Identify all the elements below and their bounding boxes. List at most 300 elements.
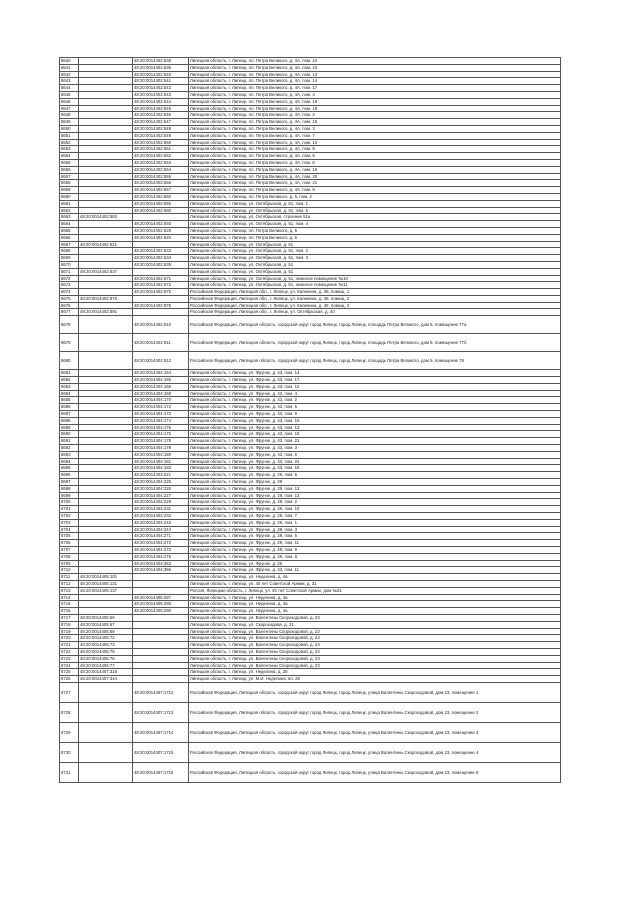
cadastral-number-building bbox=[79, 125, 133, 132]
cadastral-number-room: 48:20:0014404:170 bbox=[133, 397, 189, 404]
row-number: 8725 bbox=[60, 669, 79, 676]
table-row bbox=[60, 125, 561, 132]
table-row bbox=[60, 153, 561, 160]
row-number: 8652 bbox=[60, 139, 79, 146]
address-cell: Липецкая область, г. Липецк, пл. Петра Великого, д. 4А, пом. 16 bbox=[189, 166, 561, 173]
address-cell: Липецкая область, г. Липецк, ул. Скороходова, д. 21 bbox=[189, 621, 561, 628]
address-cell: Липецкая область, г. Липецк, пл. Петра Великого, д. 4А, пом. 17 bbox=[189, 85, 561, 92]
address-cell: Липецкая область, г. Липецк, пл. Петра Великого, д. 4А, пом. 9 bbox=[189, 146, 561, 153]
address-cell: Липецкая область, г. Липецк, ул. Фрунзе, д. 29, пом. 6 bbox=[189, 533, 561, 540]
address-cell: Российская Федерация, Липецкая обл., г. Липецк, ул. Калинина, д. 38, помещ. 2 bbox=[189, 295, 561, 302]
cadastral-number-building: 48:20:0014405:137 bbox=[79, 587, 133, 594]
cadastral-number-building bbox=[79, 159, 133, 166]
row-number: 8659 bbox=[60, 187, 79, 194]
row-number: 8700 bbox=[60, 499, 79, 506]
address-cell: Липецкая область, г. Липецк, ул. Октябрьская, д. 51 bbox=[189, 268, 561, 275]
cadastral-number-room: 48:20:0014402:875 bbox=[133, 289, 189, 296]
row-number: 8716 bbox=[60, 608, 79, 615]
cadastral-number-building bbox=[79, 762, 133, 782]
cadastral-number-room: 48:20:0014404:242 bbox=[133, 519, 189, 526]
cadastral-number-room: 48:20:0014402:628 bbox=[133, 227, 189, 234]
table-row bbox=[60, 146, 561, 153]
row-number: 8701 bbox=[60, 506, 79, 513]
row-number: 8649 bbox=[60, 119, 79, 126]
row-number: 8677 bbox=[60, 309, 79, 316]
table-row bbox=[60, 234, 561, 241]
cadastral-number-building bbox=[79, 458, 133, 465]
table-row bbox=[60, 587, 561, 594]
cadastral-number-building bbox=[79, 352, 133, 370]
address-cell: Липецкая область, г. Липецк, ул. Октябрьская, д. 51, пом. 1 bbox=[189, 200, 561, 207]
row-number: 8709 bbox=[60, 560, 79, 567]
cadastral-number-room: 48:20:0014404:244 bbox=[133, 526, 189, 533]
table-row bbox=[60, 207, 561, 214]
table-row bbox=[60, 506, 561, 513]
address-cell: Липецкая область, г. Липецк, ул. Фрунзе, д. 29, пом. 9 bbox=[189, 547, 561, 554]
address-cell: Липецкая область, г. Липецк, пл. Петра Великого, д. 5 bbox=[189, 234, 561, 241]
cadastral-number-room: 48:20:0014402:540 bbox=[133, 71, 189, 78]
address-cell: Липецкая область, г. Липецк, ул. Фрунзе, д. 43, пом. 3 bbox=[189, 445, 561, 452]
cadastral-number-room bbox=[133, 662, 189, 669]
address-cell: Липецкая область, г. Липецк, ул. Фрунзе, д. 29 bbox=[189, 560, 561, 567]
cadastral-number-building bbox=[79, 275, 133, 282]
cadastral-number-room: 48:20:0014404:226 bbox=[133, 485, 189, 492]
cadastral-number-building bbox=[79, 78, 133, 85]
cadastral-number-room: 48:20:0014402:557 bbox=[133, 187, 189, 194]
cadastral-number-room: 48:20:0014402:565 bbox=[133, 200, 189, 207]
cadastral-number-room: 48:20:0014407:1714 bbox=[133, 722, 189, 742]
address-cell: Российская Федерация, Липецкая обл., г. Липецк, ул. Октябрьская, д. 40 bbox=[189, 309, 561, 316]
cadastral-number-building bbox=[79, 506, 133, 513]
row-number: 8719 bbox=[60, 628, 79, 635]
row-number: 8656 bbox=[60, 166, 79, 173]
address-cell: Российская Федерация, Липецкая область, городской округ город Липецк, город Липецк, площадь Петра Великого, дом 5, помещение 78 bbox=[189, 352, 561, 370]
cadastral-number-building bbox=[79, 404, 133, 411]
cadastral-number-building bbox=[79, 132, 133, 139]
address-cell: Липецкая область, г. Липецк, ул. Октябрьская, д. 51, нежилое помещение №10 bbox=[189, 275, 561, 282]
row-number: 8714 bbox=[60, 594, 79, 601]
cadastral-number-building bbox=[79, 98, 133, 105]
row-number: 8661 bbox=[60, 200, 79, 207]
cadastral-number-building: 48:20:0014405:101 bbox=[79, 574, 133, 581]
table-row bbox=[60, 255, 561, 262]
cadastral-number-building bbox=[79, 193, 133, 200]
cadastral-number-room: 48:20:0014402:671 bbox=[133, 275, 189, 282]
cadastral-number-room bbox=[133, 295, 189, 302]
table-row bbox=[60, 139, 561, 146]
cadastral-number-room: 48:20:0014402:634 bbox=[133, 255, 189, 262]
table-row bbox=[60, 451, 561, 458]
cadastral-number-room: 48:20:0014402:910 bbox=[133, 316, 189, 334]
address-cell: Липецкая область, г. Липецк, ул. Валентины Скороходовой, д. 23 bbox=[189, 614, 561, 621]
address-cell: Липецкая область, г. Липецк, пл. Петра Великого, д. 4А, пом. 14 bbox=[189, 78, 561, 85]
row-number: 8707 bbox=[60, 547, 79, 554]
table-row bbox=[60, 58, 561, 65]
address-cell: Липецкая область, г. Липецк, ул. Фрунзе, д. 43, пом. 14 bbox=[189, 370, 561, 377]
row-number: 8676 bbox=[60, 302, 79, 309]
cadastral-number-building bbox=[79, 105, 133, 112]
cadastral-number-room: 48:20:0014404:166 bbox=[133, 383, 189, 390]
cadastral-number-room: 48:20:0014404:232 bbox=[133, 513, 189, 520]
row-number: 8724 bbox=[60, 662, 79, 669]
cadastral-number-room: 48:20:0014405:290 bbox=[133, 608, 189, 615]
row-number: 8666 bbox=[60, 234, 79, 241]
cadastral-number-room: 48:20:0014402:549 bbox=[133, 132, 189, 139]
cadastral-number-room: 48:20:0014402:552 bbox=[133, 153, 189, 160]
cadastral-number-building: 48:20:0014405:75 bbox=[79, 648, 133, 655]
cadastral-number-room bbox=[133, 268, 189, 275]
table-row bbox=[60, 722, 561, 742]
table-row bbox=[60, 119, 561, 126]
cadastral-number-room: 48:20:0014404:175 bbox=[133, 424, 189, 431]
address-cell: Липецкая область, г. Липецк, ул. Валентины Скороходовой, д. 23 bbox=[189, 628, 561, 635]
address-cell: Липецкая область, г. Липецк, ул. Фрунзе, д. 29, пом. 3 bbox=[189, 526, 561, 533]
cadastral-number-building: 48:20:0014405:66 bbox=[79, 614, 133, 621]
cadastral-number-building bbox=[79, 91, 133, 98]
row-number: 8730 bbox=[60, 742, 79, 762]
row-number: 8679 bbox=[60, 334, 79, 352]
address-cell: Липецкая область, г. Липецк, ул. Фрунзе, д. 43, пом. 24 bbox=[189, 458, 561, 465]
table-row bbox=[60, 377, 561, 384]
cadastral-number-building bbox=[79, 519, 133, 526]
table-row bbox=[60, 540, 561, 547]
cadastral-number-room bbox=[133, 621, 189, 628]
cadastral-number-building: 48:20:0014405:131 bbox=[79, 580, 133, 587]
cadastral-number-room: 48:20:0014404:275 bbox=[133, 553, 189, 560]
address-cell: Липецкая область, г. Липецк, ул. Октябрьская, д. 51, пом. 2 bbox=[189, 248, 561, 255]
table-row bbox=[60, 485, 561, 492]
cadastral-number-building bbox=[79, 451, 133, 458]
table-row bbox=[60, 662, 561, 669]
table-row bbox=[60, 682, 561, 702]
cadastral-number-building: 48:20:0014405:72 bbox=[79, 635, 133, 642]
table-row bbox=[60, 417, 561, 424]
row-number: 8650 bbox=[60, 125, 79, 132]
cadastral-number-room bbox=[133, 676, 189, 683]
cadastral-number-room: 48:20:0014402:580 bbox=[133, 207, 189, 214]
cadastral-number-room bbox=[133, 628, 189, 635]
table-row bbox=[60, 268, 561, 275]
cadastral-number-building: 48:20:0014402:876 bbox=[79, 295, 133, 302]
row-number: 8720 bbox=[60, 635, 79, 642]
row-number: 8728 bbox=[60, 702, 79, 722]
cadastral-number-room: 48:20:0014404:174 bbox=[133, 417, 189, 424]
table-row bbox=[60, 411, 561, 418]
address-cell: Липецкая область, г. Липецк, ул. Фрунзе, д. 29, пом. 2 bbox=[189, 499, 561, 506]
table-row bbox=[60, 742, 561, 762]
cadastral-number-room: 48:20:0014402:878 bbox=[133, 302, 189, 309]
cadastral-number-building bbox=[79, 567, 133, 574]
row-number: 8708 bbox=[60, 553, 79, 560]
cadastral-number-room: 48:20:0014402:548 bbox=[133, 125, 189, 132]
address-cell: Липецкая область, г. Липецк, ул. Фрунзе, д. 43, пом. 15 bbox=[189, 431, 561, 438]
table-row bbox=[60, 519, 561, 526]
cadastral-number-building bbox=[79, 601, 133, 608]
row-number: 8723 bbox=[60, 655, 79, 662]
row-number: 8672 bbox=[60, 275, 79, 282]
row-number: 8667 bbox=[60, 241, 79, 248]
table-row bbox=[60, 676, 561, 683]
table-row bbox=[60, 648, 561, 655]
address-cell: Липецкая область, г. Липецк, пл. Петра Великого, д. 4А, пом. 19 bbox=[189, 98, 561, 105]
table-body bbox=[60, 58, 561, 783]
row-number: 8643 bbox=[60, 78, 79, 85]
address-cell: Липецкая область, г. Липецк, ул. Октябрьская, д. 51, пом. 3 bbox=[189, 255, 561, 262]
cadastral-number-room bbox=[133, 655, 189, 662]
table-row bbox=[60, 479, 561, 486]
cadastral-number-room bbox=[133, 309, 189, 316]
cadastral-number-room: 48:20:0014404:178 bbox=[133, 438, 189, 445]
cadastral-number-room: 48:20:0014402:551 bbox=[133, 146, 189, 153]
cadastral-number-building: 48:20:0014402:637 bbox=[79, 268, 133, 275]
table-row bbox=[60, 762, 561, 782]
address-cell: Липецкая область, г. Липецк, пл. Петра Великого, д. 4А, пом. 4 bbox=[189, 91, 561, 98]
cadastral-number-room: 48:20:0014404:180 bbox=[133, 451, 189, 458]
address-cell: Липецкая область, г. Липецк, ул. Фрунзе, д. 29, пом. 13 bbox=[189, 492, 561, 499]
table-row bbox=[60, 594, 561, 601]
address-cell: Липецкая область, г. Липецк, пл. Петра Великого, д. 5, пом. 2 bbox=[189, 193, 561, 200]
row-number: 8693 bbox=[60, 451, 79, 458]
table-row bbox=[60, 91, 561, 98]
table-row bbox=[60, 248, 561, 255]
cadastral-number-building bbox=[79, 85, 133, 92]
cadastral-number-building bbox=[79, 227, 133, 234]
cadastral-number-building bbox=[79, 547, 133, 554]
row-number: 8658 bbox=[60, 180, 79, 187]
cadastral-number-room: 48:20:0014402:547 bbox=[133, 119, 189, 126]
cadastral-number-room: 48:20:0014402:542 bbox=[133, 85, 189, 92]
cadastral-number-building bbox=[79, 431, 133, 438]
row-number: 8646 bbox=[60, 98, 79, 105]
table-row bbox=[60, 642, 561, 649]
address-cell: Липецкая область, г. Липецк, ул. Октябрьская, д. 51, пом. 4 bbox=[189, 221, 561, 228]
cadastral-number-building: 48:20:0014405:76 bbox=[79, 655, 133, 662]
cadastral-number-room: 48:20:0014404:165 bbox=[133, 377, 189, 384]
table-row bbox=[60, 628, 561, 635]
cadastral-number-building bbox=[79, 682, 133, 702]
cadastral-number-room: 48:20:0014407:1716 bbox=[133, 762, 189, 782]
table-row bbox=[60, 553, 561, 560]
address-cell: Липецкая область, г. Липецк, ул. Фрунзе, д. 43, пом. 18 bbox=[189, 465, 561, 472]
cadastral-number-room: 48:20:0014404:227 bbox=[133, 492, 189, 499]
cadastral-number-building bbox=[79, 722, 133, 742]
cadastral-number-building bbox=[79, 261, 133, 268]
cadastral-number-room: 48:20:0014404:272 bbox=[133, 540, 189, 547]
table-row bbox=[60, 621, 561, 628]
cadastral-number-room: 48:20:0014404:183 bbox=[133, 465, 189, 472]
address-cell: Липецкая область, г. Липецк, пл. Петра Великого, д. 4А, пом. 10 bbox=[189, 64, 561, 71]
cadastral-number-room: 48:20:0014402:554 bbox=[133, 166, 189, 173]
address-cell: Липецкая область, г. Липецк, ул. Неделина, д. 4а bbox=[189, 594, 561, 601]
address-cell: Липецкая область, г. Липецк, ул. Фрунзе, д. 43, пом. 17 bbox=[189, 377, 561, 384]
table-row bbox=[60, 227, 561, 234]
cadastral-number-room: 48:20:0014402:545 bbox=[133, 105, 189, 112]
row-number: 8644 bbox=[60, 85, 79, 92]
row-number: 8703 bbox=[60, 519, 79, 526]
cadastral-number-room: 48:20:0014402:553 bbox=[133, 159, 189, 166]
address-cell: Липецкая область, г. Липецк, пл. Петра Великого, д. 4А, пом. 6 bbox=[189, 159, 561, 166]
row-number: 8674 bbox=[60, 289, 79, 296]
table-row bbox=[60, 574, 561, 581]
row-number: 8688 bbox=[60, 417, 79, 424]
row-number: 8671 bbox=[60, 268, 79, 275]
row-number: 8685 bbox=[60, 397, 79, 404]
cadastral-number-building bbox=[79, 417, 133, 424]
table-row bbox=[60, 85, 561, 92]
cadastral-number-room: 48:20:0014402:556 bbox=[133, 180, 189, 187]
cadastral-number-building bbox=[79, 499, 133, 506]
cadastral-number-building: 48:20:0014405:73 bbox=[79, 642, 133, 649]
table-row bbox=[60, 397, 561, 404]
table-row bbox=[60, 78, 561, 85]
table-row bbox=[60, 370, 561, 377]
cadastral-number-building: 48:20:0014402:621 bbox=[79, 241, 133, 248]
cadastral-number-room: 48:20:0014404:176 bbox=[133, 431, 189, 438]
row-number: 8640 bbox=[60, 58, 79, 65]
row-number: 8651 bbox=[60, 132, 79, 139]
cadastral-number-building: 48:20:0014405:67 bbox=[79, 621, 133, 628]
address-cell: Липецкая область, г. Липецк, ул. Фрунзе, д. 43, пом. 16 bbox=[189, 417, 561, 424]
row-number: 8695 bbox=[60, 465, 79, 472]
address-cell: Липецкая область, г. Липецк, пл. Петра Великого, д. 4А, пом. 20 bbox=[189, 173, 561, 180]
cadastral-number-building bbox=[79, 64, 133, 71]
table-row bbox=[60, 513, 561, 520]
address-cell: Липецкая область, г. Липецк, пл. Петра Великого, д. 4А, пом. 18 bbox=[189, 105, 561, 112]
cadastral-number-building bbox=[79, 187, 133, 194]
row-number: 8662 bbox=[60, 207, 79, 214]
address-cell: Липецкая область, г. Липецк, ул. Фрунзе, д. 29 bbox=[189, 479, 561, 486]
cadastral-number-building bbox=[79, 302, 133, 309]
cadastral-number-room: 48:20:0014407:1713 bbox=[133, 702, 189, 722]
cadastral-number-building bbox=[79, 485, 133, 492]
address-cell: Липецкая область, г. Липецк, ул. Фрунзе, д. 29, пом. 5 bbox=[189, 472, 561, 479]
cadastral-number-building bbox=[79, 119, 133, 126]
cadastral-number-room: 48:20:0014402:541 bbox=[133, 78, 189, 85]
cadastral-number-room: 48:20:0014404:172 bbox=[133, 404, 189, 411]
cadastral-number-building bbox=[79, 445, 133, 452]
table-row bbox=[60, 383, 561, 390]
cadastral-number-building: 48:20:0014407:318 bbox=[79, 669, 133, 676]
address-cell: Российская Федерация, Липецкая обл., г. Липецк, ул. Калинина, д. 38, помещ. 3 bbox=[189, 302, 561, 309]
address-cell: Российская Федерация, Липецкая область, городской округ город Липецк, город Липецк, улица Валентины Скороходовой, дом 23, помещение 4 bbox=[189, 742, 561, 762]
cadastral-number-room: 48:20:0014404:273 bbox=[133, 547, 189, 554]
cadastral-number-building bbox=[79, 112, 133, 119]
table-row bbox=[60, 295, 561, 302]
table-row bbox=[60, 316, 561, 334]
row-number: 8697 bbox=[60, 479, 79, 486]
cadastral-number-room bbox=[133, 642, 189, 649]
cadastral-number-building: 48:20:0014402:583 bbox=[79, 214, 133, 221]
cadastral-number-room: 48:20:0014404:366 bbox=[133, 567, 189, 574]
cadastral-number-building bbox=[79, 173, 133, 180]
cadastral-number-room bbox=[133, 669, 189, 676]
cadastral-number-building bbox=[79, 424, 133, 431]
cadastral-number-room: 48:20:0014402:620 bbox=[133, 234, 189, 241]
cadastral-number-building bbox=[79, 207, 133, 214]
cadastral-number-room: 48:20:0014404:231 bbox=[133, 506, 189, 513]
row-number: 8718 bbox=[60, 621, 79, 628]
cadastral-number-room: 48:20:0014405:288 bbox=[133, 601, 189, 608]
address-cell: Липецкая область, г. Липецк, ул. Фрунзе, д. 43, пом. 5 bbox=[189, 404, 561, 411]
cadastral-number-room: 48:20:0014405:287 bbox=[133, 594, 189, 601]
address-cell: Липецкая область, г. Липецк, ул. Октябрьская, д. 51, пом. 6 bbox=[189, 207, 561, 214]
table-row bbox=[60, 200, 561, 207]
address-cell: Россия, Липецкая область, г. Липецк, ул. 40 лет Советской Армии, дом №31 bbox=[189, 587, 561, 594]
row-number: 8653 bbox=[60, 146, 79, 153]
table-row bbox=[60, 98, 561, 105]
address-cell: Липецкая область, г. Липецк, ул. Неделина, д. 4а bbox=[189, 601, 561, 608]
row-number: 8710 bbox=[60, 567, 79, 574]
cadastral-number-room bbox=[133, 241, 189, 248]
cadastral-number-building bbox=[79, 282, 133, 289]
table-row bbox=[60, 580, 561, 587]
row-number: 8702 bbox=[60, 513, 79, 520]
cadastral-number-room: 48:20:0014402:593 bbox=[133, 221, 189, 228]
address-cell: Липецкая область, г. Липецк, ул. Валентины Скороходовой, д. 23 bbox=[189, 655, 561, 662]
cadastral-number-building bbox=[79, 200, 133, 207]
cadastral-number-building bbox=[79, 438, 133, 445]
cadastral-number-building bbox=[79, 533, 133, 540]
table-row bbox=[60, 438, 561, 445]
address-cell: Липецкая область, г. Липецк, ул. Валентины Скороходовой, д. 23 bbox=[189, 662, 561, 669]
cadastral-number-building bbox=[79, 71, 133, 78]
address-cell: Липецкая область, г. Липецк, ул. Октябрьская, д. 51 bbox=[189, 261, 561, 268]
cadastral-number-building: 48:20:0014405:77 bbox=[79, 662, 133, 669]
address-cell: Липецкая область, г. Липецк, ул. 40 лет Советской Армии, д. 31 bbox=[189, 580, 561, 587]
address-cell: Российская Федерация, Липецкая область, городской округ город Липецк, город Липецк, улица Валентины Скороходовой, дом 23, помещение 3 bbox=[189, 722, 561, 742]
table-row bbox=[60, 608, 561, 615]
row-number: 8683 bbox=[60, 383, 79, 390]
address-cell: Липецкая область, г. Липецк, ул. Октябрьская, строение 51а bbox=[189, 214, 561, 221]
address-cell: Липецкая область, г. Липецк, ул. Неделина, д. 4а bbox=[189, 608, 561, 615]
address-cell: Липецкая область, г. Липецк, ул. Фрунзе, д. 43, пом. 13 bbox=[189, 424, 561, 431]
cadastral-number-building bbox=[79, 702, 133, 722]
address-cell: Липецкая область, г. Липецк, пл. Петра Великого, д. 5 bbox=[189, 227, 561, 234]
cadastral-number-room: 48:20:0014407:1712 bbox=[133, 682, 189, 702]
cadastral-number-building bbox=[79, 479, 133, 486]
address-cell: Липецкая область, г. Липецк, пл. Петра Великого, д. 4А, пом. 24 bbox=[189, 58, 561, 65]
address-cell: Российская Федерация, Липецкая область, городской округ город Липецк, город Липецк, улица Валентины Скороходовой, дом 23, помещение 5 bbox=[189, 762, 561, 782]
cadastral-number-room: 48:20:0014404:229 bbox=[133, 499, 189, 506]
cadastral-number-building bbox=[79, 526, 133, 533]
cadastral-number-building bbox=[79, 492, 133, 499]
row-number: 8665 bbox=[60, 227, 79, 234]
address-cell: Липецкая область, г. Липецк, пл. Петра Великого, д. 4А, пом. 2 bbox=[189, 112, 561, 119]
cadastral-number-room bbox=[133, 587, 189, 594]
row-number: 8664 bbox=[60, 221, 79, 228]
row-number: 8717 bbox=[60, 614, 79, 621]
row-number: 8694 bbox=[60, 458, 79, 465]
address-cell: Липецкая область, г. Липецк, ул. Октябрьская, д. 51 bbox=[189, 241, 561, 248]
table-row bbox=[60, 132, 561, 139]
cadastral-number-room bbox=[133, 635, 189, 642]
address-cell: Российская Федерация, Липецкая область, городской округ город Липецк, город Липецк, площадь Петра Великого, дом 5, помещение 77а bbox=[189, 316, 561, 334]
cadastral-number-building bbox=[79, 377, 133, 384]
address-cell: Липецкая область, г. Липецк, пл. Петра Великого, д. 4А, пом. 5 bbox=[189, 153, 561, 160]
address-cell: Липецкая область, г. Липецк, ул. М.И. Неделина, вл. 28 bbox=[189, 676, 561, 683]
row-number: 8654 bbox=[60, 153, 79, 160]
cadastral-number-building bbox=[79, 334, 133, 352]
address-cell: Липецкая область, г. Липецк, ул. Валентины Скороходовой, д. 23 bbox=[189, 642, 561, 649]
cadastral-number-room: 48:20:0014404:173 bbox=[133, 411, 189, 418]
table-row bbox=[60, 404, 561, 411]
cadastral-number-room: 48:20:0014402:543 bbox=[133, 91, 189, 98]
address-cell: Липецкая область, г. Липецк, ул. Фрунзе, д. 43, пом. 6 bbox=[189, 451, 561, 458]
table-row bbox=[60, 241, 561, 248]
table-row bbox=[60, 214, 561, 221]
row-number: 8711 bbox=[60, 574, 79, 581]
row-number: 8678 bbox=[60, 316, 79, 334]
